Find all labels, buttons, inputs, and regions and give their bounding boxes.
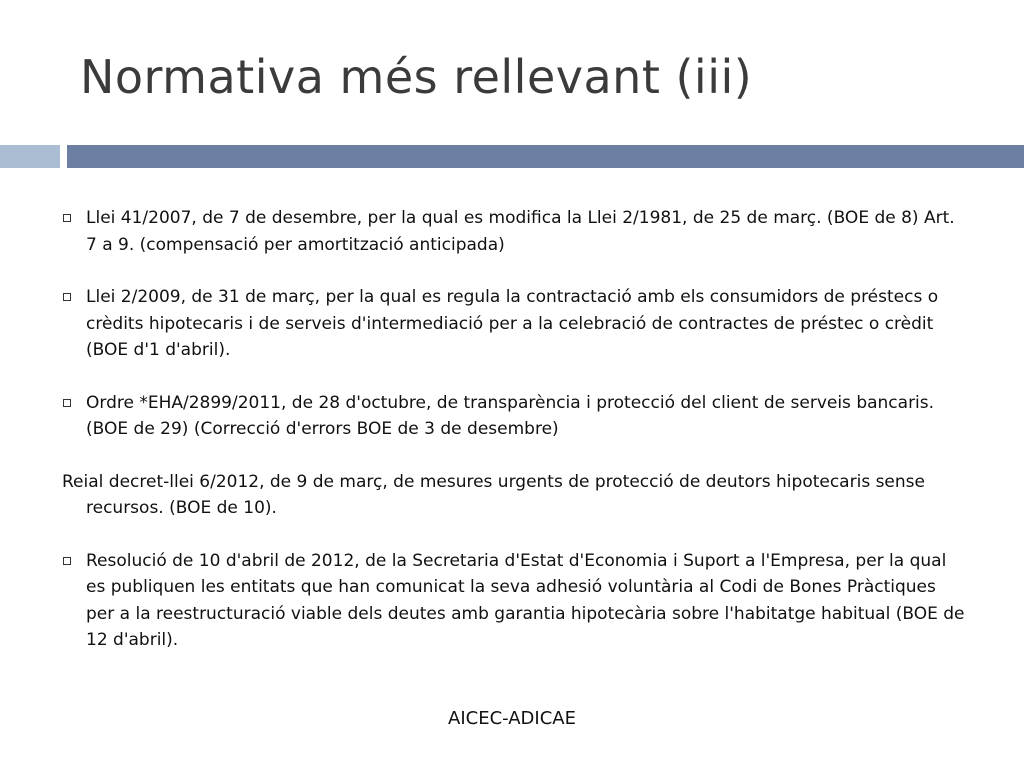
list-item-text: Ordre *EHA/2899/2011, de 28 d'octubre, de transparència i protecció del client de serveis bancaris. (BOE de 29) (Correcció d'errors BOE de 3 de desembre): [86, 392, 935, 439]
list-item: [62, 548, 967, 654]
title-accent-bar-left: [0, 145, 60, 168]
list-item: [62, 390, 967, 443]
list-item-text: Llei 41/2007, de 7 de desembre, per la qual es modifica la Llei 2/1981, de 25 de març. (BOE de 8) Art. 7 a 9. (compensació per amortització anticipada): [86, 208, 955, 255]
slide-content: [62, 205, 967, 680]
square-bullet-icon: [63, 557, 71, 565]
slide-title: Normativa més rellevant (iii): [80, 50, 753, 104]
title-accent-bar-right: [67, 145, 1024, 168]
slide-footer: AICEC-ADICAE: [448, 708, 576, 729]
list-item-text: Llei 2/2009, de 31 de març, per la qual es regula la contractació amb els consumidors de préstecs o crèdits hipotecaris i de serveis d'intermediació per a la celebració de contractes de préstec o crèdit (BOE d'1 d'abril).: [86, 287, 939, 360]
square-bullet-icon: [63, 214, 71, 222]
list-item-text: Resolució de 10 d'abril de 2012, de la Secretaria d'Estat d'Economia i Suport a l'Empresa, per la qual es publiquen les entitats que han comunicat la seva adhesió voluntària al Codi de Bones Pràctiques per a la reestructuració viable dels deutes amb garantia hipotecària sobre l'habitatge habitual (BOE de 12 d'abril).: [86, 550, 965, 650]
square-bullet-icon: [63, 293, 71, 301]
list-item: [62, 284, 967, 364]
list-item-text: Reial decret-llei 6/2012, de 9 de març, de mesures urgents de protecció de deutors hipotecaris sense recursos. (BOE de 10).: [62, 471, 925, 518]
list-item: [62, 205, 967, 258]
list-item: [62, 469, 967, 522]
square-bullet-icon: [63, 399, 71, 407]
